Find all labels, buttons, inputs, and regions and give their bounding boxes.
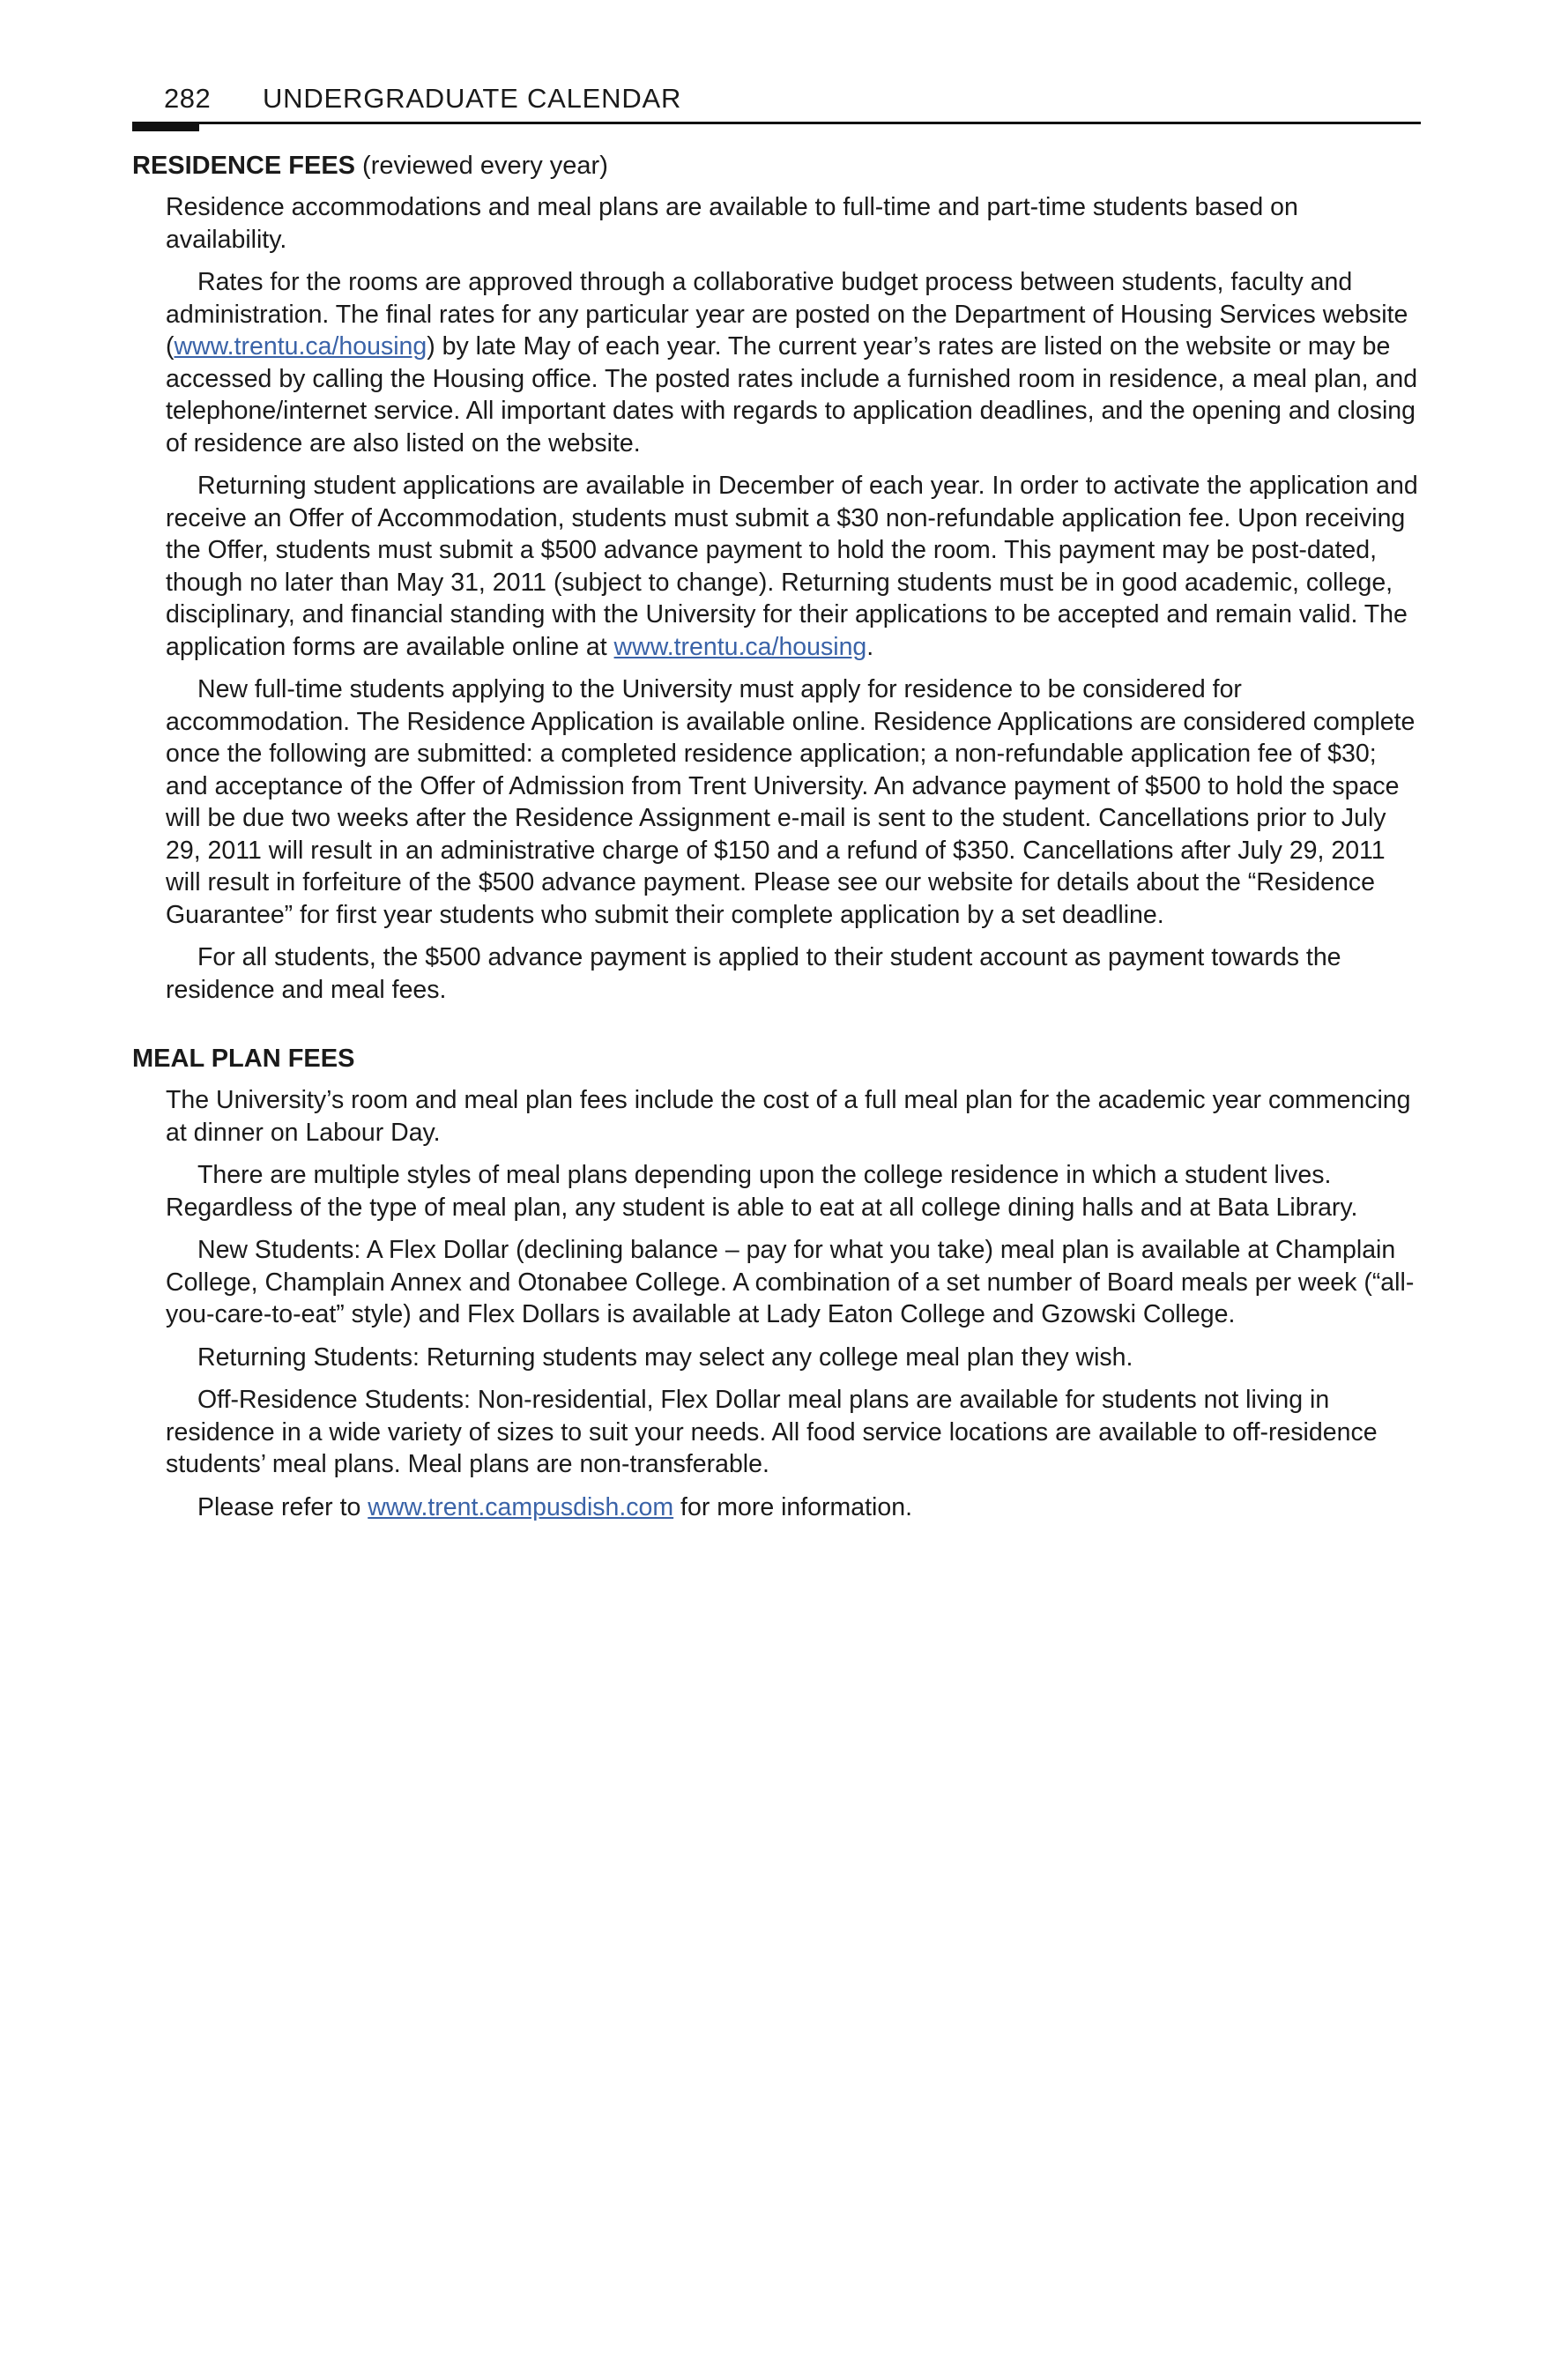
paragraph: The University’s room and meal plan fees include the cost of a full meal plan for the academic year commencing at dinner on Labour Day. <box>166 1086 1411 1147</box>
paragraph <box>166 266 1421 459</box>
paragraph: Returning Students: Returning students may select any college meal plan they wish. <box>197 1342 1133 1372</box>
running-title: UNDERGRADUATE CALENDAR <box>263 83 682 114</box>
page-number: 282 <box>164 83 212 114</box>
campusdish-website-link[interactable]: www.trent.campusdish.com <box>368 1492 674 1521</box>
paragraph-text: Please refer to <box>197 1492 368 1521</box>
page-header <box>132 79 1421 130</box>
residence-fees-body <box>132 191 1421 1006</box>
residence-fees-heading <box>132 150 1421 182</box>
paragraph-text: ) by late May of each year. The current year’s rates are listed on the website or may be accessed by calling the Housing office. The posted rates include a furnished room in residence, a meal plan, and telephone/internet service. All important dates with regards to application deadlines, and the opening and closing of residence are also listed on the website. <box>166 332 1418 457</box>
residence-fees-section <box>132 150 1421 1006</box>
paragraph <box>166 1491 1421 1524</box>
housing-website-link[interactable]: www.trentu.ca/housing <box>613 632 867 661</box>
meal-plan-fees-section <box>132 1043 1421 1523</box>
paragraph <box>166 470 1421 663</box>
paragraph-text: Rates for the rooms are approved through a collaborative budget process between students, faculty and administration. The final rates for any particular year are posted on the Department of Housing Services website ( <box>166 268 1408 361</box>
paragraph: For all students, the $500 advance payment is applied to their student account as payment towards the residence and meal fees. <box>166 943 1341 1004</box>
paragraph: Residence accommodations and meal plans are available to full-time and part-time students based on availability. <box>166 193 1298 254</box>
residence-fees-title: RESIDENCE FEES <box>132 152 355 180</box>
paragraph: New full-time students applying to the University must apply for residence to be considered for accommodation. The Residence Application is available online. Residence Applications are considered complete once the following are submitted: a completed residence application; a non-refundable application fee of $30; and acceptance of the Offer of Admission from Trent University. An advance payment of $500 to hold the space will be due two weeks after the Residence Assignment e-mail is sent to the student. Cancellations prior to July 29, 2011 will result in an administrative charge of $150 and a refund of $350. Cancellations after July 29, 2011 will result in forfeiture of the $500 advance payment. Please see our website for details about the “Residence Guarantee” for first year students who submit their complete application by a set deadline. <box>166 675 1416 929</box>
paragraph-text: . <box>866 632 874 661</box>
header-rule-accent <box>132 122 199 131</box>
header-rule <box>132 122 1421 124</box>
paragraph-text: for more information. <box>673 1492 912 1521</box>
paragraph: There are multiple styles of meal plans depending upon the college residence in which a student lives. Regardless of the type of meal plan, any student is able to eat at all college dining halls and at Bata Library. <box>166 1161 1358 1222</box>
housing-website-link[interactable]: www.trentu.ca/housing <box>174 332 427 361</box>
paragraph: New Students: A Flex Dollar (declining balance – pay for what you take) meal plan is available at Champlain College, Champlain Annex and Otonabee College. A combination of a set number of Board meals per week (“all-you-care-to-eat” style) and Flex Dollars is available at Lady Eaton College and Gzowski College. <box>166 1236 1415 1328</box>
residence-fees-note: (reviewed every year) <box>355 152 608 180</box>
meal-plan-fees-body <box>132 1084 1421 1523</box>
paragraph-text: Returning student applications are available in December of each year. In order to activate the application and receive an Offer of Accommodation, students must submit a $30 non-refundable application fee. Upon receiving the Offer, students must submit a $500 advance payment to hold the room. This payment may be post-dated, though no later than May 31, 2011 (subject to change). Returning students must be in good academic, college, disciplinary, and financial standing with the University for their applications to be accepted and remain valid. The application forms are available online at <box>166 472 1418 661</box>
paragraph: Off-Residence Students: Non-residential, Flex Dollar meal plans are available for students not living in residence in a wide variety of sizes to suit your needs. All food service locations are available to off-residence students’ meal plans. Meal plans are non-transferable. <box>166 1386 1378 1478</box>
meal-plan-fees-heading: MEAL PLAN FEES <box>132 1045 355 1073</box>
document-page <box>132 79 1421 1534</box>
